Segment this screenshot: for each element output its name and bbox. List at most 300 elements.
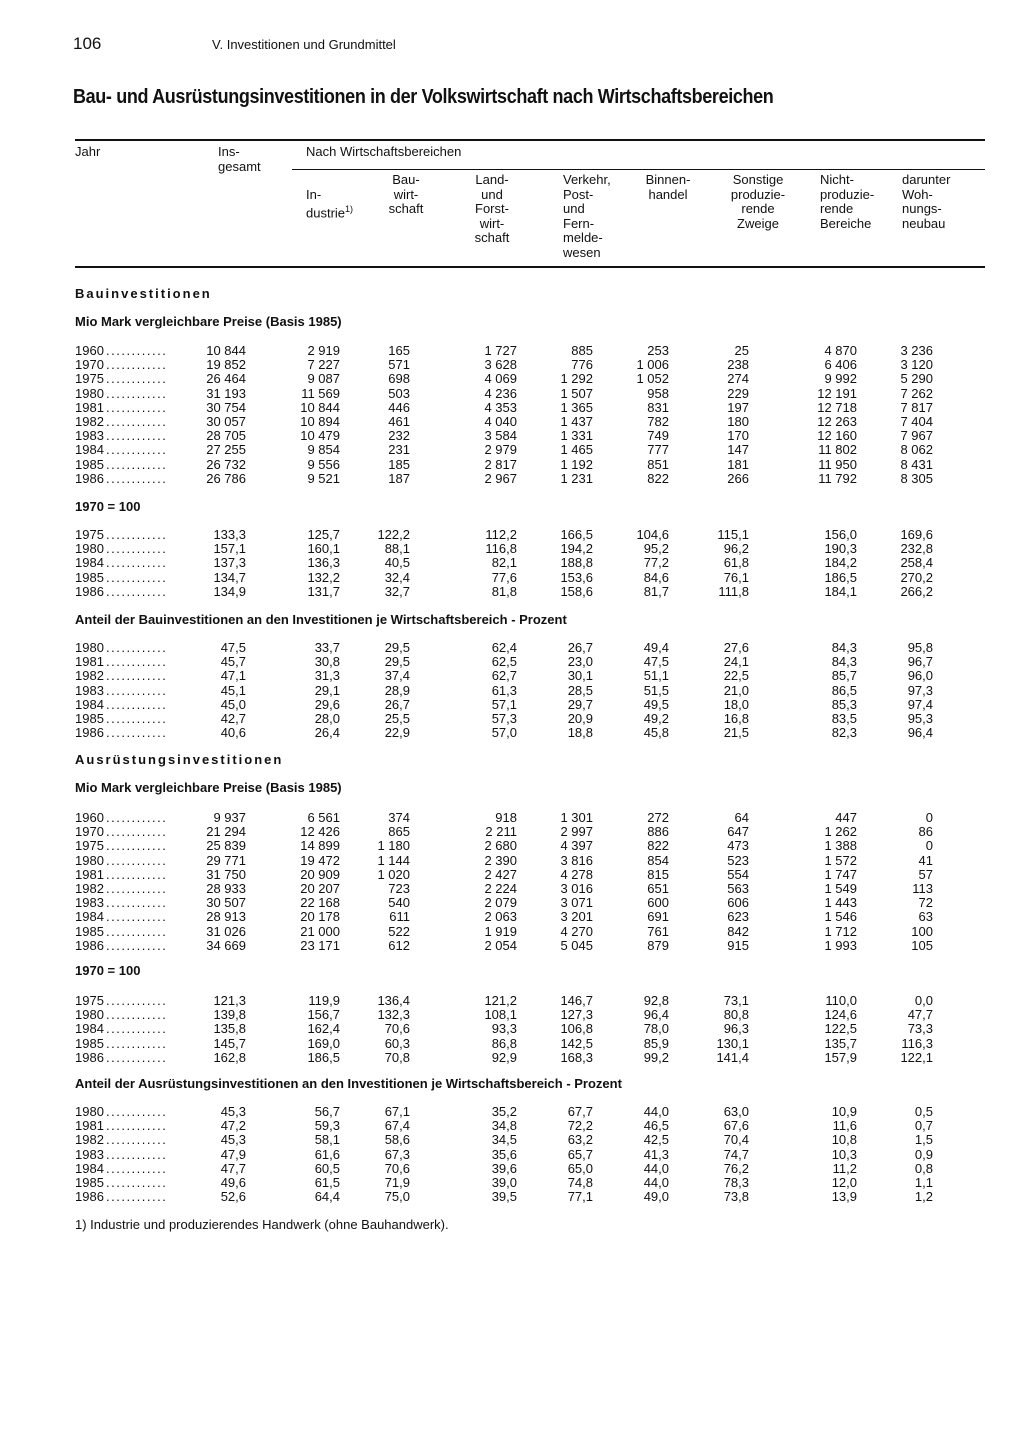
value-cell: 134,9 [213, 583, 246, 599]
value-cell: 75,0 [384, 1189, 410, 1205]
value-cell: 82,3 [831, 725, 857, 741]
value-cell: 194,2 [560, 541, 593, 557]
value-cell: 2 817 [484, 456, 517, 472]
value-cell: 20 207 [300, 881, 340, 896]
value-cell: 14 899 [300, 838, 340, 854]
block-heading: 1970 = 100 [75, 499, 141, 514]
header-bottom-rule [75, 266, 985, 268]
value-cell: 30 057 [206, 414, 246, 429]
value-cell: 57,3 [491, 711, 517, 726]
value-cell: 52,6 [220, 1189, 246, 1205]
value-cell: 108,1 [484, 1007, 517, 1023]
header-binnenhandel: Binnen- handel [645, 172, 691, 202]
value-cell: 571 [388, 357, 410, 373]
value-cell: 1,1 [914, 1175, 933, 1190]
year-cell: 1982 [75, 668, 104, 684]
value-cell: 130,1 [716, 1035, 749, 1051]
value-cell: 157,9 [824, 1049, 857, 1065]
value-cell: 42,5 [643, 1132, 669, 1148]
year-cell: 1986 [75, 725, 104, 741]
value-cell: 10 844 [300, 399, 340, 415]
value-cell: 27,6 [723, 640, 749, 655]
value-cell: 4 069 [484, 371, 517, 387]
header-nichtproduzierende: Nicht- produzie- rende Bereiche [820, 172, 875, 231]
value-cell: 61,5 [314, 1175, 340, 1190]
value-cell: 80,8 [723, 1007, 749, 1023]
value-cell: 28,5 [567, 682, 593, 698]
value-cell: 0,0 [914, 993, 933, 1008]
value-cell: 72,2 [567, 1118, 593, 1134]
value-cell: 22 168 [300, 895, 340, 911]
value-cell: 3 120 [900, 357, 933, 373]
value-cell: 70,8 [384, 1049, 410, 1065]
value-cell: 761 [647, 923, 669, 939]
value-cell: 1,5 [914, 1132, 933, 1148]
table-row [0, 1132, 1024, 1146]
value-cell: 67,1 [384, 1104, 410, 1119]
value-cell: 51,1 [643, 668, 669, 684]
value-cell: 112,2 [485, 527, 517, 542]
leader-dots: ............ [106, 541, 168, 557]
leader-dots: ............ [106, 640, 168, 655]
value-cell: 188,8 [560, 555, 593, 571]
value-cell: 42,7 [220, 711, 246, 726]
year-cell: 1975 [75, 993, 104, 1008]
year-cell: 1975 [75, 371, 104, 387]
leader-dots: ............ [106, 654, 168, 670]
value-cell: 160,1 [307, 541, 340, 557]
header-sonstige-zweige: Sonstige produzie- rende Zweige [730, 172, 786, 231]
value-cell: 63,0 [723, 1104, 749, 1119]
header-insgesamt: Ins- gesamt [218, 144, 261, 174]
value-cell: 67,3 [384, 1146, 410, 1162]
value-cell: 749 [647, 428, 669, 444]
value-cell: 74,7 [723, 1146, 749, 1162]
table-row [0, 1007, 1024, 1021]
value-cell: 958 [647, 385, 669, 401]
table-row [0, 1104, 1024, 1118]
value-cell: 374 [388, 810, 410, 825]
value-cell: 60,5 [314, 1160, 340, 1176]
value-cell: 2 211 [485, 824, 517, 840]
value-cell: 88,1 [384, 541, 410, 557]
leader-dots: ............ [106, 1021, 168, 1037]
value-cell: 10 844 [206, 343, 246, 358]
value-cell: 266 [727, 470, 749, 486]
value-cell: 23,0 [567, 654, 593, 670]
table-row [0, 993, 1024, 1007]
value-cell: 97,4 [907, 696, 933, 712]
table-row [0, 838, 1024, 852]
value-cell: 162,4 [307, 1021, 340, 1037]
value-cell: 65,7 [567, 1146, 593, 1162]
value-cell: 30,8 [314, 654, 340, 670]
value-cell: 44,0 [643, 1160, 669, 1176]
value-cell: 21,0 [723, 682, 749, 698]
value-cell: 37,4 [384, 668, 410, 684]
leader-dots: ............ [106, 385, 168, 401]
value-cell: 563 [727, 881, 749, 896]
value-cell: 886 [647, 824, 669, 840]
value-cell: 44,0 [643, 1175, 669, 1190]
value-cell: 184,2 [824, 555, 857, 571]
value-cell: 133,3 [213, 527, 246, 542]
value-cell: 64,4 [314, 1189, 340, 1205]
value-cell: 28 913 [206, 909, 246, 925]
value-cell: 606 [727, 895, 749, 911]
value-cell: 4 870 [824, 343, 857, 358]
value-cell: 865 [388, 824, 410, 840]
footnote-ref: 1) [345, 204, 354, 214]
value-cell: 12 191 [817, 385, 857, 401]
value-cell: 134,7 [213, 569, 246, 585]
leader-dots: ............ [106, 866, 168, 882]
value-cell: 184,1 [824, 583, 857, 599]
value-cell: 1 993 [824, 937, 857, 953]
year-cell: 1975 [75, 527, 104, 542]
value-cell: 776 [571, 357, 593, 373]
value-cell: 2 427 [484, 866, 517, 882]
value-cell: 92,9 [491, 1049, 517, 1065]
value-cell: 0,8 [914, 1160, 933, 1176]
value-cell: 185 [388, 456, 410, 472]
value-cell: 180 [727, 414, 749, 429]
table-row [0, 810, 1024, 824]
value-cell: 651 [647, 881, 669, 896]
value-cell: 2 997 [560, 824, 593, 840]
value-cell: 59,3 [314, 1118, 340, 1134]
leader-dots: ............ [106, 1132, 168, 1148]
year-cell: 1985 [75, 1175, 104, 1190]
value-cell: 1 262 [824, 824, 857, 840]
value-cell: 4 353 [484, 399, 517, 415]
value-cell: 61,6 [314, 1146, 340, 1162]
leader-dots: ............ [106, 696, 168, 712]
value-cell: 461 [388, 414, 410, 429]
value-cell: 12,0 [831, 1175, 857, 1190]
value-cell: 170 [727, 428, 749, 444]
year-cell: 1980 [75, 1007, 104, 1023]
value-cell: 24,1 [723, 654, 749, 670]
value-cell: 35,2 [491, 1104, 517, 1119]
value-cell: 119,9 [308, 993, 340, 1008]
value-cell: 49,5 [643, 696, 669, 712]
value-cell: 81,7 [643, 583, 669, 599]
value-cell: 136,3 [307, 555, 340, 571]
value-cell: 165 [388, 343, 410, 358]
table-row [0, 386, 1024, 400]
value-cell: 104,6 [636, 527, 669, 542]
leader-dots: ............ [106, 895, 168, 911]
value-cell: 9 556 [307, 456, 340, 472]
year-cell: 1984 [75, 1021, 104, 1037]
value-cell: 8 062 [900, 442, 933, 458]
value-cell: 31 193 [206, 385, 246, 401]
value-cell: 96,7 [907, 654, 933, 670]
leader-dots: ............ [106, 852, 168, 868]
header-land-forstwirtschaft: Land- und Forst- wirt- schaft [474, 172, 510, 245]
value-cell: 31 750 [206, 866, 246, 882]
value-cell: 18,0 [723, 696, 749, 712]
value-cell: 156,0 [824, 527, 857, 542]
value-cell: 135,8 [213, 1021, 246, 1037]
block-heading: Anteil der Bauinvestitionen an den Investitionen je Wirtschaftsbereich - Prozent [75, 612, 567, 627]
value-cell: 21,5 [723, 725, 749, 741]
value-cell: 3 816 [560, 852, 593, 868]
year-cell: 1980 [75, 1104, 104, 1119]
value-cell: 76,1 [723, 569, 749, 585]
year-cell: 1983 [75, 1146, 104, 1162]
value-cell: 28 705 [206, 428, 246, 444]
value-cell: 5 290 [900, 371, 933, 387]
year-cell: 1986 [75, 470, 104, 486]
year-cell: 1984 [75, 696, 104, 712]
value-cell: 44,0 [643, 1104, 669, 1119]
value-cell: 70,6 [384, 1160, 410, 1176]
value-cell: 76,2 [723, 1160, 749, 1176]
value-cell: 19 472 [300, 852, 340, 868]
value-cell: 34,5 [491, 1132, 517, 1148]
value-cell: 40,5 [384, 555, 410, 571]
value-cell: 4 278 [560, 866, 593, 882]
value-cell: 7 967 [900, 428, 933, 444]
value-cell: 153,6 [560, 569, 593, 585]
value-cell: 62,7 [491, 668, 517, 684]
value-cell: 83,5 [831, 711, 857, 726]
header-verkehr: Verkehr, Post- und Fern- melde- wesen [563, 172, 611, 260]
value-cell: 33,7 [314, 640, 340, 655]
value-cell: 554 [727, 866, 749, 882]
value-cell: 272 [647, 810, 669, 825]
value-cell: 32,4 [384, 569, 410, 585]
year-cell: 1980 [75, 385, 104, 401]
leader-dots: ............ [106, 682, 168, 698]
value-cell: 13,9 [831, 1189, 857, 1205]
value-cell: 12 426 [300, 824, 340, 840]
value-cell: 67,6 [723, 1118, 749, 1134]
value-cell: 9 521 [307, 470, 340, 486]
value-cell: 125,7 [307, 527, 340, 542]
table-row [0, 1175, 1024, 1189]
table-row [0, 1147, 1024, 1161]
leader-dots: ............ [106, 1104, 168, 1119]
value-cell: 187 [388, 470, 410, 486]
value-cell: 121,3 [213, 993, 246, 1008]
value-cell: 135,7 [824, 1035, 857, 1051]
value-cell: 110,0 [825, 993, 857, 1008]
table-row [0, 527, 1024, 541]
table-row [0, 1118, 1024, 1132]
block-heading: Mio Mark vergleichbare Preise (Basis 1985) [75, 780, 342, 795]
value-cell: 2 390 [484, 852, 517, 868]
value-cell: 106,8 [560, 1021, 593, 1037]
value-cell: 116,3 [901, 1035, 933, 1051]
value-cell: 600 [647, 895, 669, 911]
value-cell: 29,6 [314, 696, 340, 712]
value-cell: 21 294 [206, 824, 246, 840]
value-cell: 854 [647, 852, 669, 868]
value-cell: 3 628 [484, 357, 517, 373]
table-row [0, 1161, 1024, 1175]
table-row [0, 867, 1024, 881]
value-cell: 85,3 [831, 696, 857, 712]
value-cell: 698 [388, 371, 410, 387]
value-cell: 1 549 [824, 881, 857, 896]
leader-dots: ............ [106, 371, 168, 387]
value-cell: 47,9 [220, 1146, 246, 1162]
value-cell: 47,7 [907, 1007, 933, 1023]
table-row [0, 711, 1024, 725]
value-cell: 2 224 [484, 881, 517, 896]
value-cell: 229 [727, 385, 749, 401]
value-cell: 86,5 [831, 682, 857, 698]
value-cell: 6 406 [824, 357, 857, 373]
year-cell: 1982 [75, 881, 104, 896]
year-cell: 1980 [75, 640, 104, 655]
value-cell: 77,1 [567, 1189, 593, 1205]
value-cell: 26,4 [314, 725, 340, 741]
year-cell: 1981 [75, 1118, 104, 1134]
value-cell: 47,5 [220, 640, 246, 655]
year-cell: 1986 [75, 1189, 104, 1205]
value-cell: 879 [647, 937, 669, 953]
value-cell: 1 443 [824, 895, 857, 911]
value-cell: 84,3 [831, 654, 857, 670]
header-divider-rule [292, 169, 985, 170]
header-jahr: Jahr [75, 144, 101, 159]
value-cell: 28 933 [206, 881, 246, 896]
value-cell: 49,4 [643, 640, 669, 655]
value-cell: 96,4 [643, 1007, 669, 1023]
value-cell: 100 [911, 923, 933, 939]
value-cell: 1 546 [824, 909, 857, 925]
table-row [0, 640, 1024, 654]
value-cell: 139,8 [213, 1007, 246, 1023]
value-cell: 1 006 [636, 357, 669, 373]
value-cell: 169,6 [900, 527, 933, 542]
table-row [0, 541, 1024, 555]
value-cell: 45,7 [220, 654, 246, 670]
table-row [0, 697, 1024, 711]
year-cell: 1970 [75, 357, 104, 373]
value-cell: 1 507 [560, 385, 593, 401]
leader-dots: ............ [106, 881, 168, 896]
value-cell: 1 020 [377, 866, 410, 882]
leader-dots: ............ [106, 1146, 168, 1162]
value-cell: 67,7 [567, 1104, 593, 1119]
block-heading: 1970 = 100 [75, 963, 141, 978]
value-cell: 782 [647, 414, 669, 429]
leader-dots: ............ [106, 1189, 168, 1205]
value-cell: 3 016 [560, 881, 593, 896]
year-cell: 1983 [75, 428, 104, 444]
value-cell: 16,8 [723, 711, 749, 726]
value-cell: 20,9 [567, 711, 593, 726]
value-cell: 156,7 [307, 1007, 340, 1023]
value-cell: 61,3 [491, 682, 517, 698]
value-cell: 190,3 [824, 541, 857, 557]
value-cell: 86 [918, 824, 933, 840]
value-cell: 132,2 [307, 569, 340, 585]
value-cell: 12 263 [817, 414, 857, 429]
value-cell: 1 292 [560, 371, 593, 387]
table-row [0, 555, 1024, 569]
leader-dots: ............ [106, 1175, 168, 1190]
value-cell: 96,3 [723, 1021, 749, 1037]
value-cell: 46,5 [643, 1118, 669, 1134]
value-cell: 777 [647, 442, 669, 458]
leader-dots: ............ [106, 456, 168, 472]
table-row [0, 853, 1024, 867]
year-cell: 1986 [75, 1049, 104, 1065]
header-bauwirtschaft: Bau- wirt- schaft [388, 172, 424, 216]
leader-dots: ............ [106, 711, 168, 726]
leader-dots: ............ [106, 923, 168, 939]
value-cell: 3 236 [900, 343, 933, 358]
value-cell: 77,6 [491, 569, 517, 585]
year-cell: 1985 [75, 1035, 104, 1051]
value-cell: 623 [727, 909, 749, 925]
value-cell: 99,2 [643, 1049, 669, 1065]
value-cell: 647 [727, 824, 749, 840]
value-cell: 9 937 [213, 810, 246, 825]
value-cell: 23 171 [300, 937, 340, 953]
value-cell: 45,0 [220, 696, 246, 712]
value-cell: 39,0 [491, 1175, 517, 1190]
value-cell: 67,4 [384, 1118, 410, 1134]
value-cell: 162,8 [213, 1049, 246, 1065]
value-cell: 157,1 [213, 541, 246, 557]
value-cell: 65,0 [567, 1160, 593, 1176]
value-cell: 58,1 [314, 1132, 340, 1148]
value-cell: 92,8 [643, 993, 669, 1008]
value-cell: 122,1 [900, 1049, 933, 1065]
value-cell: 29,5 [384, 640, 410, 655]
value-cell: 918 [495, 810, 517, 825]
value-cell: 57 [918, 866, 933, 882]
value-cell: 113 [912, 881, 933, 896]
table-row [0, 570, 1024, 584]
leader-dots: ............ [106, 1160, 168, 1176]
value-cell: 915 [727, 937, 749, 953]
value-cell: 4 040 [484, 414, 517, 429]
leader-dots: ............ [106, 399, 168, 415]
value-cell: 2 919 [307, 343, 340, 358]
year-cell: 1960 [75, 343, 104, 358]
value-cell: 20 909 [300, 866, 340, 882]
value-cell: 39,6 [491, 1160, 517, 1176]
value-cell: 0 [925, 838, 933, 854]
value-cell: 147 [727, 442, 749, 458]
header-nach-wirtschaftsbereichen: Nach Wirtschaftsbereichen [306, 144, 462, 159]
leader-dots: ............ [106, 1035, 168, 1051]
value-cell: 2 680 [484, 838, 517, 854]
value-cell: 73,1 [723, 993, 749, 1008]
value-cell: 45,8 [643, 725, 669, 741]
value-cell: 1 747 [824, 866, 857, 882]
value-cell: 7 227 [307, 357, 340, 373]
value-cell: 0 [925, 810, 933, 825]
value-cell: 131,7 [307, 583, 340, 599]
value-cell: 822 [647, 470, 669, 486]
value-cell: 29,1 [314, 682, 340, 698]
value-cell: 145,7 [213, 1035, 246, 1051]
value-cell: 47,5 [643, 654, 669, 670]
value-cell: 26 464 [206, 371, 246, 387]
value-cell: 97,3 [907, 682, 933, 698]
table-row [0, 824, 1024, 838]
leader-dots: ............ [106, 470, 168, 486]
